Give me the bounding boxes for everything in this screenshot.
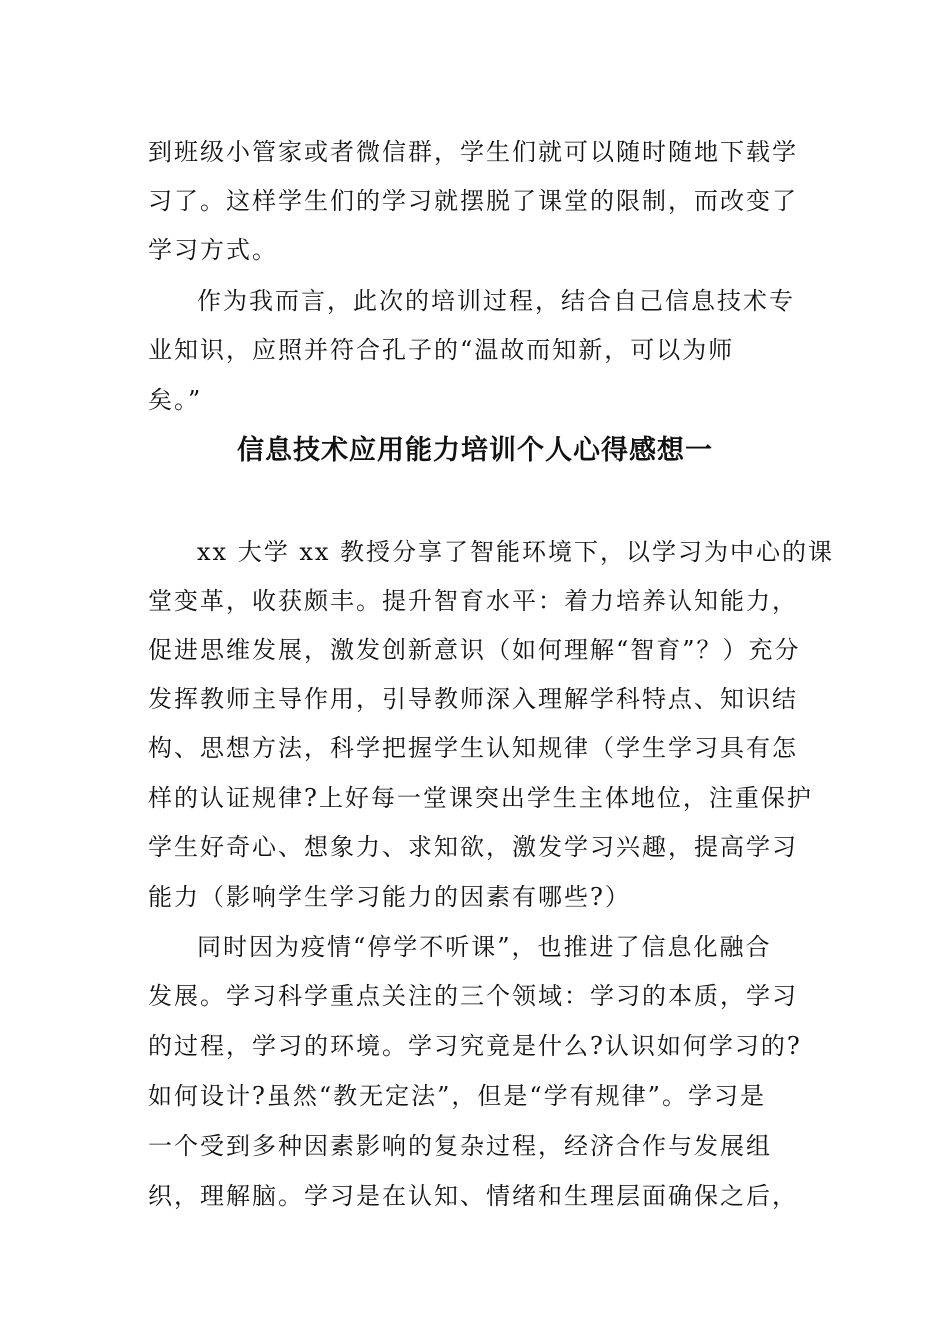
text-line: 同时因为疫情“停学不听课”，也推进了信息化融合 [197,933,772,961]
text-line: 如何设计?虽然“教无定法”，但是“学有规律”。学习是 [148,1082,766,1110]
text-line: 作为我而言，此次的培训过程，结合自己信息技术专 [197,287,795,315]
text-line: 能力（影响学生学习能力的因素有哪些?） [148,883,631,911]
text-line: 学生好奇心、想象力、求知欲，激发学习兴趣，提高学习 [148,833,798,861]
text-line: 发挥教师主导作用，引导教师深入理解学科特点、知识结 [148,685,798,713]
text-line: 样的认证规律?上好每一堂课突出学生主体地位，注重保护 [148,784,813,812]
text-line: 的过程，学习的环境。学习究竟是什么?认识如何学习的? [148,1032,802,1060]
text-line: 习了。这样学生们的学习就摆脱了课堂的限制，而改变了 [148,187,798,215]
text-line: 堂变革，收获颇丰。提升智育水平：着力培养认知能力， [148,587,798,615]
text-line: 织，理解脑。学习是在认知、情绪和生理层面确保之后， [148,1182,798,1210]
text-line: 到班级小管家或者微信群，学生们就可以随时随地下载学 [148,138,798,166]
text-line: 矣。” [148,386,203,414]
text-line: 促进思维发展，激发创新意识（如何理解“智育”？）充分 [148,636,801,664]
text-line: 业知识，应照并符合孔子的“温故而知新，可以为师 [148,336,735,364]
text-line: 学习方式。 [148,236,278,264]
text-line: xx 大学 xx 教授分享了智能环境下，以学习为中心的课 [197,538,835,566]
text-line: 一个受到多种因素影响的复杂过程，经济合作与发展组 [148,1132,772,1160]
section-title: 信息技术应用能力培训个人心得感想一 [237,435,713,466]
text-line: 构、思想方法，科学把握学生认知规律（学生学习具有怎 [148,734,798,762]
text-line: 发展。学习科学重点关注的三个领域：学习的本质，学习 [148,982,798,1010]
